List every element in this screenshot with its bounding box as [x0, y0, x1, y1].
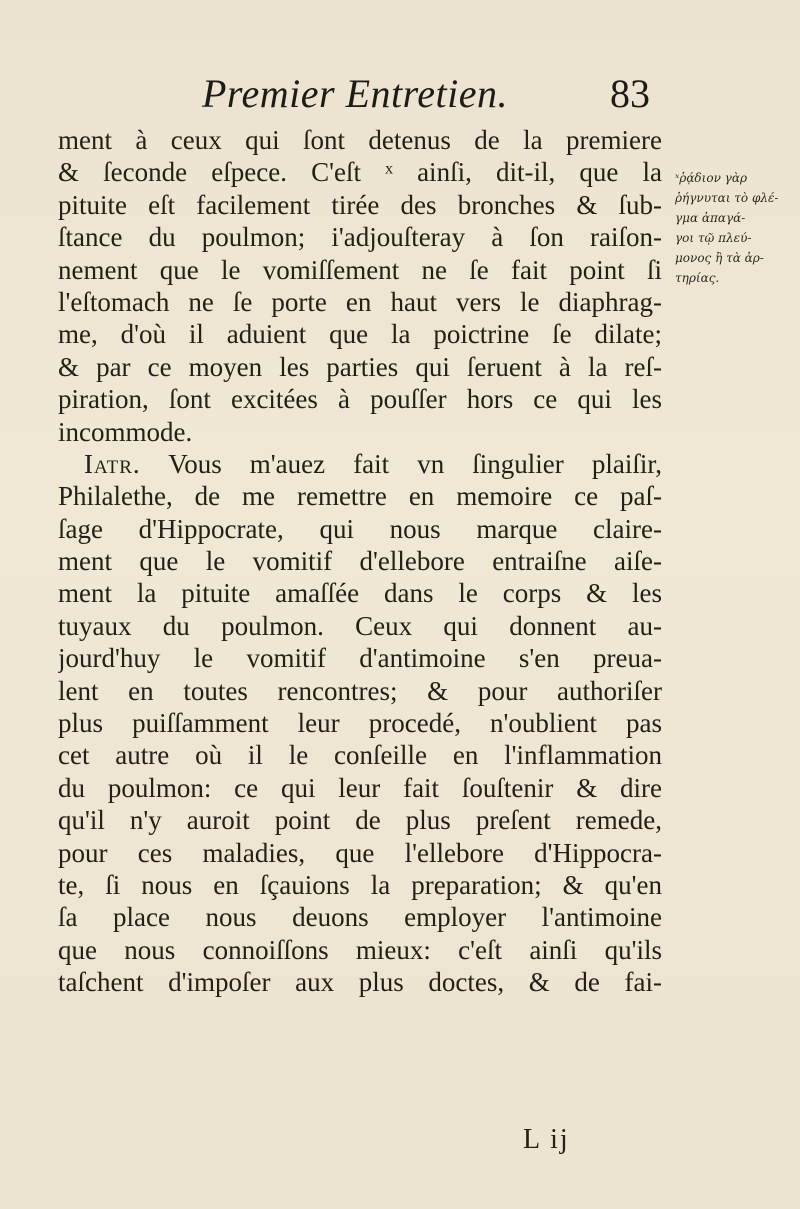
- text-line: taſchent d'impoſer aux plus doctes, & de fai-: [58, 967, 662, 998]
- speaker-name: Iatr.: [84, 448, 141, 479]
- text-line: piration, ſont excitées à pouſſer hors ce qui les: [58, 384, 662, 415]
- text-line: Philalethe, de me remettre en memoire ce paſ-: [58, 481, 662, 512]
- text-line: cet autre où il le conſeille en l'inflammation: [58, 740, 662, 771]
- text-line: ment que le vomitif d'ellebore entraiſne aiſe-: [58, 546, 662, 577]
- text-line: ment la pituite amaſſée dans le corps & les: [58, 578, 662, 609]
- text-line: te, ſi nous en ſçauions la preparation; & qu'en: [58, 869, 662, 900]
- margin-note: [675, 168, 795, 288]
- speaker-line-text: Vous m'auez fait vn ſingulier plaiſir,: [168, 448, 662, 479]
- text-line: nement que le vomiſſement ne ſe fait point ſi: [58, 254, 662, 285]
- text-line: pour ces maladies, que l'ellebore d'Hippocra-: [58, 837, 662, 868]
- margin-note-line: ῥήγνυται τὸ φλέ-: [675, 191, 779, 205]
- text-line: me, d'où il aduient que la poictrine ſe dilate;: [58, 319, 662, 350]
- margin-note-line: ˣῥᾴδιον γὰρ: [675, 171, 748, 185]
- page-number: 83: [610, 71, 650, 116]
- text-line: incommode.: [58, 416, 193, 447]
- text-line: tuyaux du poulmon. Ceux qui donnent au-: [58, 610, 662, 641]
- text-line: ment à ceux qui ſont detenus de la premiere: [58, 125, 662, 155]
- text-line: ſtance du poulmon; i'adjouſteray à ſon raiſon-: [58, 222, 662, 253]
- text-line: l'eſtomach ne ſe porte en haut vers le diaphrag-: [58, 286, 662, 317]
- text-line: qu'il n'y auroit point de plus preſent remede,: [58, 805, 662, 836]
- margin-note-line: γοι τῷ πλεύ-: [675, 231, 752, 245]
- text-line: & ſeconde eſpece. C'eſt ˣ ainſi, dit-il, que la: [58, 157, 662, 188]
- text-line: jourd'huy le vomitif d'antimoine s'en preua-: [58, 643, 662, 674]
- text-line: ſa place nous deuons employer l'antimoine: [58, 902, 662, 933]
- running-title: Premier Entretien.: [202, 71, 508, 116]
- margin-note-line: γμα ἀπαγά-: [675, 211, 746, 225]
- text-line: du poulmon: ce qui leur fait ſouſtenir & dire: [58, 772, 662, 803]
- text-line: & par ce moyen les parties qui ſeruent à la reſ-: [58, 351, 662, 382]
- speaker-line: [58, 448, 662, 480]
- main-text: [58, 124, 662, 999]
- text-line: plus puiſſamment leur procedé, n'oublient pas: [58, 708, 662, 739]
- signature-mark: L ij: [523, 1124, 570, 1155]
- text-line: que nous connoiſſons mieux: c'eſt ainſi qu'ils: [58, 934, 662, 965]
- text-line: ſage d'Hippocrate, qui nous marque claire-: [58, 513, 662, 544]
- page-header: [0, 66, 800, 126]
- margin-note-line: τηρίας.: [675, 271, 720, 285]
- text-line: lent en toutes rencontres; & pour authoriſer: [58, 675, 662, 706]
- margin-note-line: μονος ἢ τὰ ἀρ-: [675, 251, 764, 265]
- text-line: pituite eſt facilement tirée des bronches & ſub-: [58, 189, 662, 220]
